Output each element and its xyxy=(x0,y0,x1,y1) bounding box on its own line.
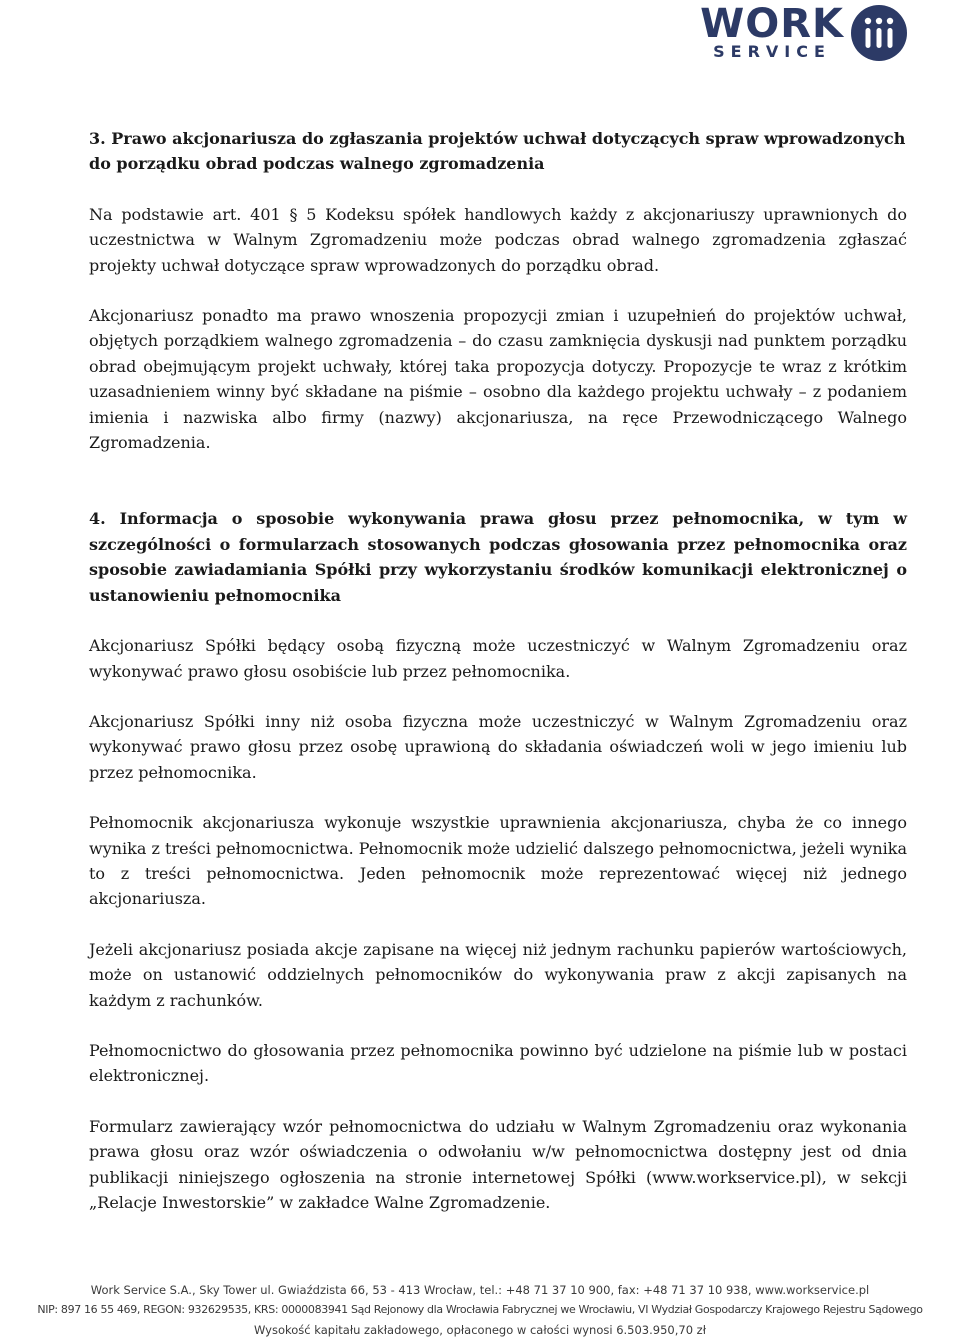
section-4-heading: 4. Informacja o sposobie wykonywania prawa głosu przez pełnomocnika, w tym w szczególności o formularzach stosowanych podczas głosowania przez pełnomocnika oraz sposobie zawiadamiania Spółki przy wykorzystaniu środków komunikacji elektronicznej o ustanowieniu pełnomocnika xyxy=(89,509,907,605)
logo-word-work: WORK xyxy=(700,1,844,47)
section-4-paragraph-2: Akcjonariusz Spółki inny niż osoba fizyczna może uczestniczyć w Walnym Zgromadzeniu oraz wykonywać prawo głosu przez osobę uprawioną do składania oświadczeń woli w jego imieniu lub przez pełnomocnika. xyxy=(89,711,907,782)
logo-circle-icon xyxy=(850,4,908,62)
logo-wordmark xyxy=(700,1,844,61)
section-3-paragraph-1: Na podstawie art. 401 § 5 Kodeksu spółek handlowych każdy z akcjonariuszy uprawnionych do uczestnictwa w Walnym Zgromadzeniu może podczas obrad walnego zgromadzenia zgłaszać projekty uchwał dotyczące spraw wprowadzonych do porządku obrad. xyxy=(89,204,907,275)
footer-registry-line: NIP: 897 16 55 469, REGON: 932629535, KRS: 0000083941 Sąd Rejonowy dla Wrocławia Fabrycznej we Wrocławiu, VI Wydział Gospodarczy Krajowego Rejestru Sądowego xyxy=(37,1303,923,1316)
footer-capital-line: Wysokość kapitału zakładowego, opłaconego w całości wynosi 6.503.950,70 zł xyxy=(254,1323,706,1337)
work-service-logo xyxy=(700,1,908,62)
document-body xyxy=(89,126,907,1215)
section-3-paragraph-2: Akcjonariusz ponadto ma prawo wnoszenia propozycji zmian i uzupełnień do projektów uchwał, objętych porządkiem walnego zgromadzenia – do czasu zamknięcia dyskusji nad punktem porządku obrad obejmującym projekt uchwały, której taka propozycja dotyczy. Propozycje te wraz z krótkim uzasadnieniem winny być składane na piśmie – osobno dla każdego projektu uchwały – z podaniem imienia i nazwiska albo firmy (nazwy) akcjonariusza, na ręce Przewodniczącego Walnego Zgromadzenia. xyxy=(89,306,907,453)
section-4-paragraph-4: Jeżeli akcjonariusz posiada akcje zapisane na więcej niż jednym rachunku papierów wartościowych, może on ustanowić oddzielnych pełnomocników do wykonywania praw z akcji zapisanych na każdym z rachunków. xyxy=(89,939,907,1010)
section-4-paragraph-5: Pełnomocnictwo do głosowania przez pełnomocnika powinno być udzielone na piśmie lub w postaci elektronicznej. xyxy=(89,1040,907,1086)
section-3-heading: 3. Prawo akcjonariusza do zgłaszania projektów uchwał dotyczących spraw wprowadzonych do porządku obrad podczas walnego zgromadzenia xyxy=(89,129,906,174)
section-4-paragraph-1: Akcjonariusz Spółki będący osobą fizyczną może uczestniczyć w Walnym Zgromadzeniu oraz wykonywać prawo głosu osobiście lub przez pełnomocnika. xyxy=(89,636,907,681)
section-4-paragraph-3: Pełnomocnik akcjonariusza wykonuje wszystkie uprawnienia akcjonariusza, chyba że co innego wynika z treści pełnomocnictwa. Pełnomocnik może udzielić dalszego pełnomocnictwa, jeżeli wynika to z treści pełnomocnictwa. Jeden pełnomocnik może reprezentować więcej niż jednego akcjonariusza. xyxy=(89,813,907,909)
logo-word-service: SERVICE xyxy=(713,42,831,61)
section-4-paragraph-6: Formularz zawierający wzór pełnomocnictwa do udziału w Walnym Zgromadzeniu oraz wykonania prawa głosu oraz wzór oświadczenia o odwołaniu w/w pełnomocnictwa dostępny jest od dnia publikacji niniejszego ogłoszenia na stronie internetowej Spółki (www.workservice.pl), w sekcji „Relacje Inwestorskie” w zakładce Walne Zgromadzenie. xyxy=(89,1116,907,1212)
footer-address-line: Work Service S.A., Sky Tower ul. Gwiaździsta 66, 53 - 413 Wrocław, tel.: +48 71 37 10 900, fax: +48 71 37 10 938, www.workservice.pl xyxy=(90,1283,870,1297)
